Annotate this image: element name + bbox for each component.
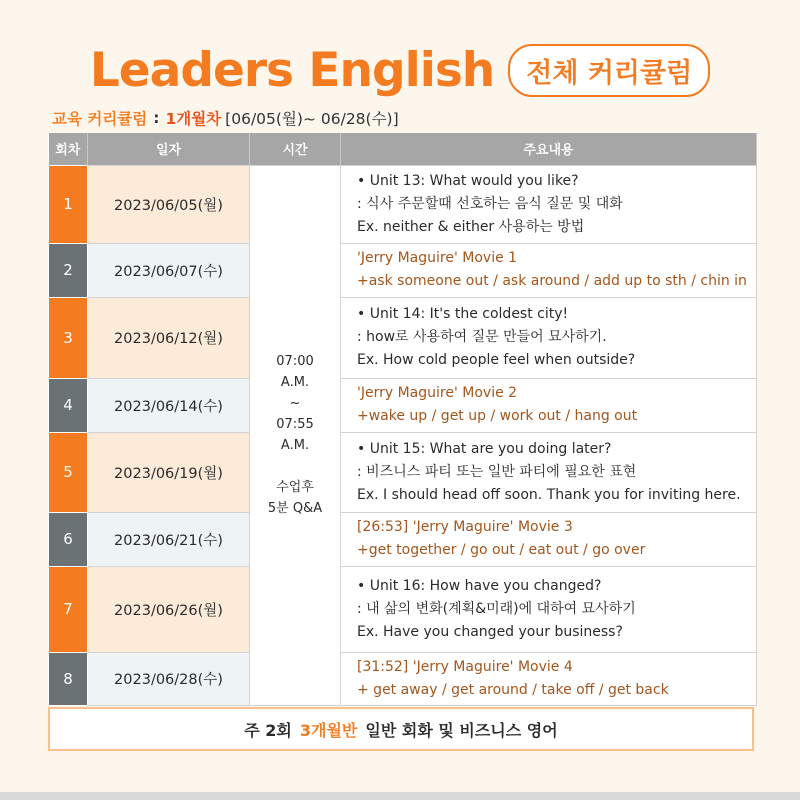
session-number: 7 [49, 566, 88, 652]
bottom-strip [0, 792, 800, 800]
session-date: 2023/06/19(월) [88, 432, 250, 512]
content-line: • Unit 13: What would you like? [357, 172, 579, 189]
session-content [341, 566, 757, 652]
content-line: + get away / get around / take off / get back [357, 681, 669, 698]
subtitle-label: 교육 커리큘럼 [52, 110, 148, 128]
content-line: Ex. Have you changed your business? [357, 623, 623, 640]
content-line: [31:52] 'Jerry Maguire' Movie 4 [357, 658, 573, 675]
curriculum-badge: 전체 커리큘럼 [508, 44, 710, 97]
content-line: 'Jerry Maguire' Movie 1 [357, 250, 518, 266]
content-line: : 비즈니스 파티 또는 일반 파티에 필요한 표현 [357, 463, 637, 480]
table-row [49, 432, 757, 512]
table-row [49, 165, 757, 243]
session-date: 2023/06/05(월) [88, 165, 250, 243]
session-date: 2023/06/14(수) [88, 378, 250, 432]
column-header-date: 일자 [88, 133, 250, 165]
column-header-content: 주요내용 [341, 133, 757, 165]
curriculum-table [48, 133, 757, 706]
column-header-time: 시간 [250, 133, 341, 165]
content-line: : 내 삶의 변화(계획&미래)에 대하여 묘사하기 [357, 600, 636, 617]
curriculum-subtitle [52, 106, 399, 130]
session-number: 8 [49, 652, 88, 705]
session-content [341, 512, 757, 566]
content-line: Ex. neither & either 사용하는 방법 [357, 218, 585, 235]
column-header-session: 회차 [49, 133, 88, 165]
content-line: 'Jerry Maguire' Movie 2 [357, 385, 518, 401]
content-line: Ex. How cold people feel when outside? [357, 352, 636, 368]
session-content [341, 432, 757, 512]
content-line: Ex. I should head off soon. Thank you for inviting here. [357, 486, 741, 503]
content-line: +get together / go out / eat out / go over [357, 542, 646, 558]
time-line: 07:00 [276, 354, 314, 369]
time-line: ~ [289, 396, 301, 411]
table-row [49, 566, 757, 652]
table-row [49, 378, 757, 432]
content-line: [26:53] 'Jerry Maguire' Movie 3 [357, 519, 573, 535]
footer-highlight: 3개월반 [299, 720, 358, 740]
content-line: +wake up / get up / work out / hang out [357, 408, 638, 424]
time-line: 5분 Q&A [267, 501, 323, 516]
footer-banner [48, 707, 754, 751]
table-header-row [49, 133, 757, 165]
table-row [49, 652, 757, 705]
content-line: • Unit 14: It's the coldest city! [357, 306, 569, 322]
session-date: 2023/06/21(수) [88, 512, 250, 566]
session-date: 2023/06/12(월) [88, 297, 250, 378]
content-line: • Unit 15: What are you doing later? [357, 440, 612, 457]
page-header [0, 30, 800, 110]
time-line: A.M. [280, 375, 310, 390]
session-content [341, 165, 757, 243]
session-content [341, 378, 757, 432]
content-line: • Unit 16: How have you changed? [357, 577, 602, 594]
time-line: 수업후 [276, 480, 314, 495]
session-number: 5 [49, 432, 88, 512]
content-line: +ask someone out / ask around / add up to sth / chin in [357, 273, 747, 289]
session-number: 6 [49, 512, 88, 566]
class-time [250, 165, 341, 705]
table-body [49, 165, 757, 705]
footer-prefix: 주 2회 [244, 720, 292, 740]
session-number: 3 [49, 297, 88, 378]
session-content [341, 652, 757, 705]
session-content [341, 297, 757, 378]
content-line: : 식사 주문할때 선호하는 음식 질문 및 대화 [357, 195, 623, 212]
time-line [250, 456, 340, 477]
session-number: 1 [49, 165, 88, 243]
table-row [49, 243, 757, 297]
time-line: 07:55 [276, 417, 314, 432]
session-date: 2023/06/26(월) [88, 566, 250, 652]
session-content [341, 243, 757, 297]
subtitle-month: 1개월차 [165, 110, 222, 128]
footer-suffix: 일반 회화 및 비즈니스 영어 [365, 720, 558, 740]
time-line: A.M. [280, 438, 310, 453]
content-line: : how로 사용하여 질문 만들어 묘사하기. [357, 329, 607, 345]
table-row [49, 512, 757, 566]
subtitle-date-range: [06/05(월)~ 06/28(수)] [225, 110, 399, 128]
session-date: 2023/06/28(수) [88, 652, 250, 705]
subtitle-separator: : [153, 109, 160, 127]
brand-title: Leaders English [89, 42, 495, 98]
session-number: 2 [49, 243, 88, 297]
table-row [49, 297, 757, 378]
session-number: 4 [49, 378, 88, 432]
session-date: 2023/06/07(수) [88, 243, 250, 297]
